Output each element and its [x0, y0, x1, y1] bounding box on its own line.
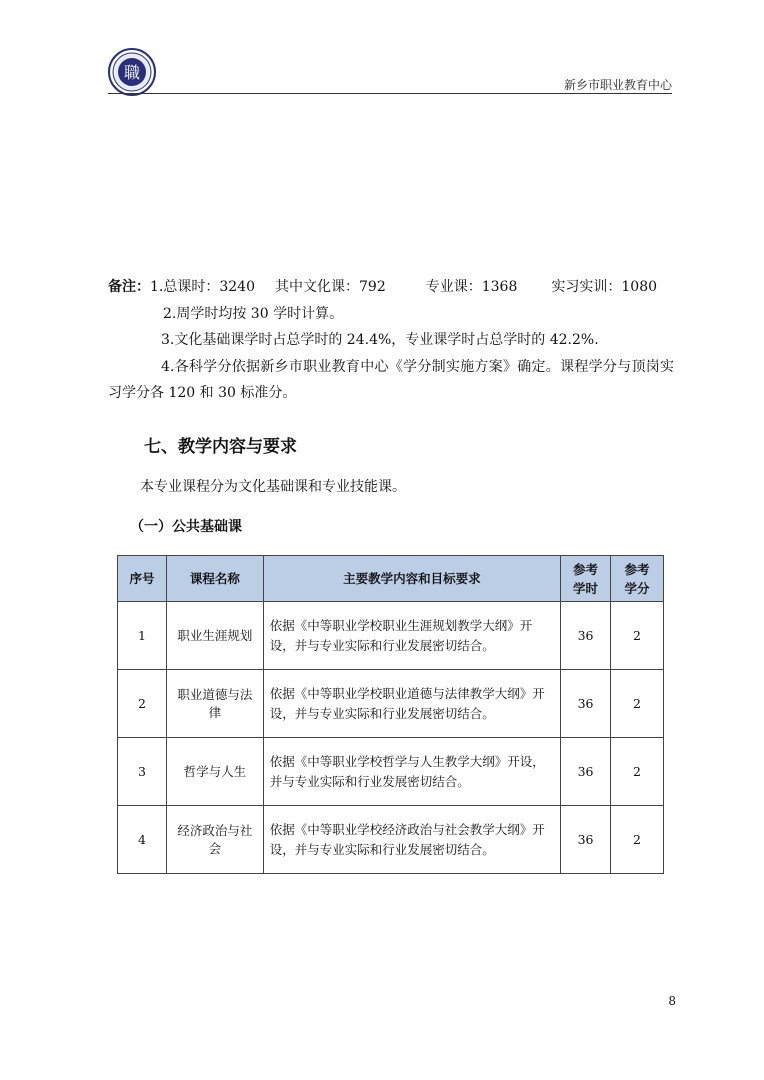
- cell-course-name: 哲学与人生: [166, 738, 263, 806]
- cell-index: 3: [118, 738, 167, 806]
- cell-course-name: 经济政治与社会: [166, 806, 263, 874]
- table-row: [118, 670, 664, 738]
- table-row: [118, 738, 664, 806]
- header-hours: 参考学时: [561, 556, 611, 602]
- cell-credits: 2: [611, 670, 664, 738]
- notes-line-3: 3.文化基础课学时占总学时的 24.4%，专业课学时占总学时的 42.2%.: [161, 332, 599, 348]
- header-course-name: 课程名称: [166, 556, 263, 602]
- table-row: [118, 806, 664, 874]
- header-credits: 参考学分: [611, 556, 664, 602]
- course-table: [117, 555, 664, 874]
- cell-credits: 2: [611, 738, 664, 806]
- header-content: 主要教学内容和目标要求: [263, 556, 560, 602]
- cell-hours: 36: [561, 602, 611, 670]
- notes-total-hours: 1.总课时：3240: [150, 279, 255, 295]
- header-divider: [108, 93, 672, 94]
- table-row: [118, 602, 664, 670]
- cell-content: 依据《中等职业学校经济政治与社会教学大纲》开设，并与专业实际和行业发展密切结合。: [263, 806, 560, 874]
- cell-credits: 2: [611, 806, 664, 874]
- notes-block: [108, 274, 674, 407]
- logo-char: 職: [123, 63, 141, 82]
- school-logo: [108, 48, 156, 96]
- section-title: 七、教学内容与要求: [144, 437, 297, 457]
- org-name: 新乡市职业教育中心: [563, 78, 672, 92]
- cell-course-name: 职业道德与法律: [166, 670, 263, 738]
- cell-content: 依据《中等职业学校职业生涯规划教学大纲》开设，并与专业实际和行业发展密切结合。: [263, 602, 560, 670]
- cell-course-name: 职业生涯规划: [166, 602, 263, 670]
- notes-line-2: 2.周学时均按 30 学时计算。: [163, 305, 344, 322]
- cell-content: 依据《中等职业学校哲学与人生教学大纲》开设，并与专业实际和行业发展密切结合。: [263, 738, 560, 806]
- header-index: 序号: [118, 556, 167, 602]
- notes-culture-hours: 其中文化课：792: [275, 279, 386, 295]
- notes-label: 备注：: [108, 279, 150, 295]
- cell-credits: 2: [611, 602, 664, 670]
- cell-hours: 36: [561, 670, 611, 738]
- notes-major-hours: 专业课：1368: [425, 279, 518, 295]
- notes-line-1: [108, 274, 674, 301]
- page-number: 8: [668, 994, 676, 1008]
- subsection-title: （一）公共基础课: [130, 519, 242, 535]
- cell-index: 2: [118, 670, 167, 738]
- cell-hours: 36: [561, 806, 611, 874]
- notes-line-4: 4.各科学分依据新乡市职业教育中心《学分制实施方案》确定。课程学分与顶岗实习学分各 120 和 30 标准分。: [108, 358, 674, 401]
- cell-index: 1: [118, 602, 167, 670]
- table-header-row: [118, 556, 664, 602]
- cell-hours: 36: [561, 738, 611, 806]
- cell-content: 依据《中等职业学校职业道德与法律教学大纲》开设，并与专业实际和行业发展密切结合。: [263, 670, 560, 738]
- cell-index: 4: [118, 806, 167, 874]
- notes-practice-hours: 实习实训：1080: [551, 279, 658, 295]
- section-intro: 本专业课程分为文化基础课和专业技能课。: [140, 479, 406, 495]
